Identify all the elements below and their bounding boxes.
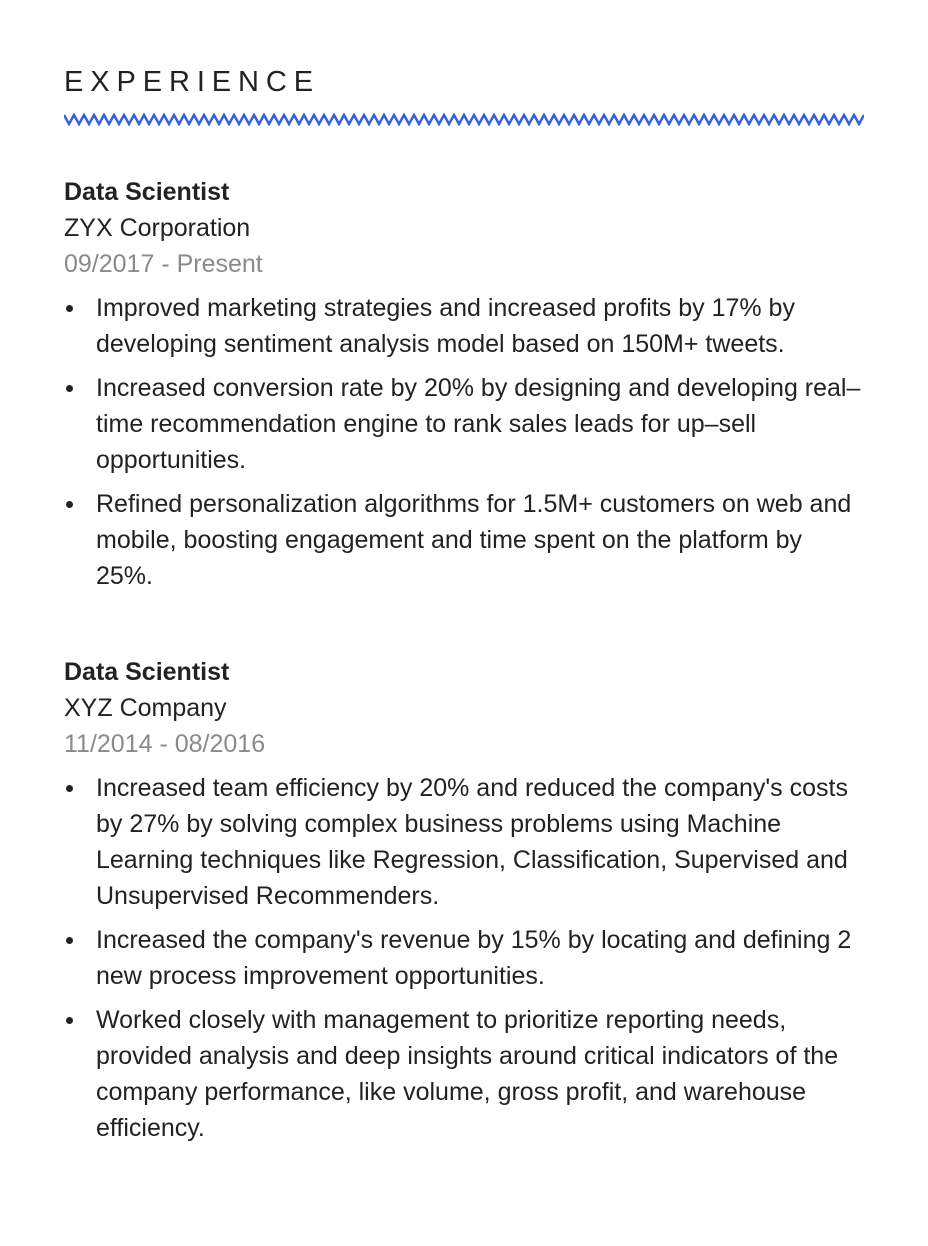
bullet-icon xyxy=(66,785,73,792)
achievement-text: Worked closely with management to prioritize reporting needs, provided analysis and deep insights around critical indicators of the company performance, like volume, gross profit, and warehouse efficiency. xyxy=(96,1006,839,1142)
employment-dates: 11/2014 - 08/2016 xyxy=(64,730,266,758)
job-title: Data Scientist xyxy=(64,658,230,686)
experience-entry xyxy=(64,654,864,1146)
achievement-item xyxy=(64,290,864,362)
achievement-item xyxy=(64,1002,864,1146)
achievement-item xyxy=(64,770,864,914)
achievement-list xyxy=(64,770,864,1146)
achievement-item xyxy=(64,486,864,594)
achievement-text: Increased team efficiency by 20% and reduced the company's costs by 27% by solving complex business problems using Machine Learning techniques like Regression, Classification, Supervised and Unsupervised Recommenders. xyxy=(96,774,848,910)
bullet-icon xyxy=(66,501,73,508)
bullet-icon xyxy=(66,385,73,392)
job-title: Data Scientist xyxy=(64,178,230,206)
achievement-item xyxy=(64,922,864,994)
employment-dates: 09/2017 - Present xyxy=(64,250,263,278)
bullet-icon xyxy=(66,937,73,944)
experience-list xyxy=(64,174,864,1206)
achievement-list xyxy=(64,290,864,594)
company-name: XYZ Company xyxy=(64,694,227,722)
company-name: ZYX Corporation xyxy=(64,214,251,242)
achievement-text: Increased the company's revenue by 15% by locating and defining 2 new process improvement opportunities. xyxy=(96,926,852,990)
experience-entry xyxy=(64,174,864,594)
section-title: EXPERIENCE xyxy=(64,66,320,98)
achievement-text: Refined personalization algorithms for 1.5M+ customers on web and mobile, boosting engagement and time spent on the platform by 25%. xyxy=(96,490,852,590)
zigzag-divider xyxy=(64,112,864,128)
achievement-text: Improved marketing strategies and increased profits by 17% by developing sentiment analysis model based on 150M+ tweets. xyxy=(96,294,795,358)
bullet-icon xyxy=(66,1017,73,1024)
bullet-icon xyxy=(66,305,73,312)
achievement-item xyxy=(64,370,864,478)
achievement-text: Increased conversion rate by 20% by designing and developing real–time recommendation engine to rank sales leads for up–sell opportunities. xyxy=(96,374,861,474)
